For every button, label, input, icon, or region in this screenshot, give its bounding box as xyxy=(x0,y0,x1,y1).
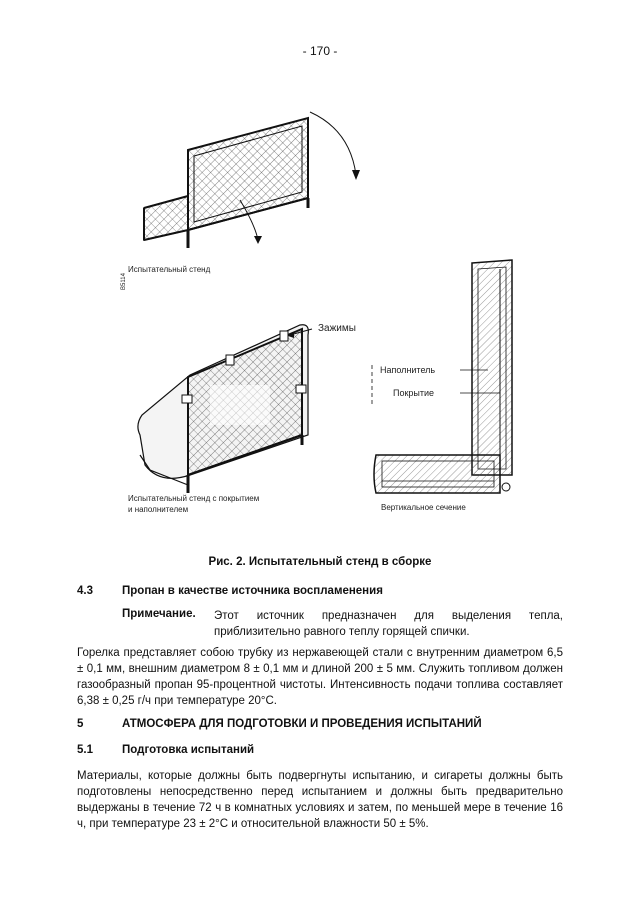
label-covered-stand-line2: и наполнителем xyxy=(128,505,189,514)
page-number: - 170 - xyxy=(302,44,338,58)
note-label: Примечание. xyxy=(122,608,196,620)
label-test-stand: Испытательный стенд xyxy=(128,265,211,274)
label-figure-code: B5114 xyxy=(121,273,127,290)
label-cover: Покрытие xyxy=(393,388,435,398)
test-stand-drawing xyxy=(130,100,370,260)
note-line-2: приблизительно равного теплу горящей спички. xyxy=(214,626,470,638)
label-filler: Наполнитель xyxy=(380,365,436,375)
section-4-3-title: Пропан в качестве источника воспламенения xyxy=(122,585,383,597)
section-5-1-number: 5.1 xyxy=(77,744,93,756)
section-4-3-paragraph: Горелка представляет собою трубку из нержавеющей стали с внутренним диаметром 6,5 ± 0,1 мм, внешним диаметром 8 ± 0,1 мм и длиной 200 ± 5 мм. Служить топливом должен газообразный пропан 95-процентной чистоты. Интенсивность подачи топлива составляет 6,38 ± 0,25 г/ч при температуре 20°С. xyxy=(77,647,563,707)
note-line-1: Этот источник предназначен для выделения тепла, xyxy=(214,610,563,622)
section-5-1-title: Подготовка испытаний xyxy=(122,744,255,756)
vertical-section-drawing xyxy=(360,255,520,500)
section-5-number: 5 xyxy=(77,718,84,730)
section-4-3-number: 4.3 xyxy=(77,585,93,597)
label-covered-stand-line1: Испытательный стенд с покрытием xyxy=(128,494,260,503)
figure-caption: Рис. 2. Испытательный стенд в сборке xyxy=(208,556,432,568)
label-clamps: Зажимы xyxy=(318,323,356,334)
label-vertical-section: Вертикальное сечение xyxy=(381,503,466,512)
section-5-1-paragraph: Материалы, которые должны быть подвергнуты испытанию, и сигареты должны быть подготовлены непосредственно перед испытанием и должны быть предварительно выдержаны в течение 72 ч в комнатных условиях и затем, по меньшей мере в течение 16 ч, при температуре 23 ± 2°С и относительной влажности 50 ± 5%. xyxy=(77,770,563,830)
section-5-title: АТМОСФЕРА ДЛЯ ПОДГОТОВКИ И ПРОВЕДЕНИЯ ИСПЫТАНИЙ xyxy=(122,718,482,730)
covered-stand-drawing xyxy=(130,315,380,495)
